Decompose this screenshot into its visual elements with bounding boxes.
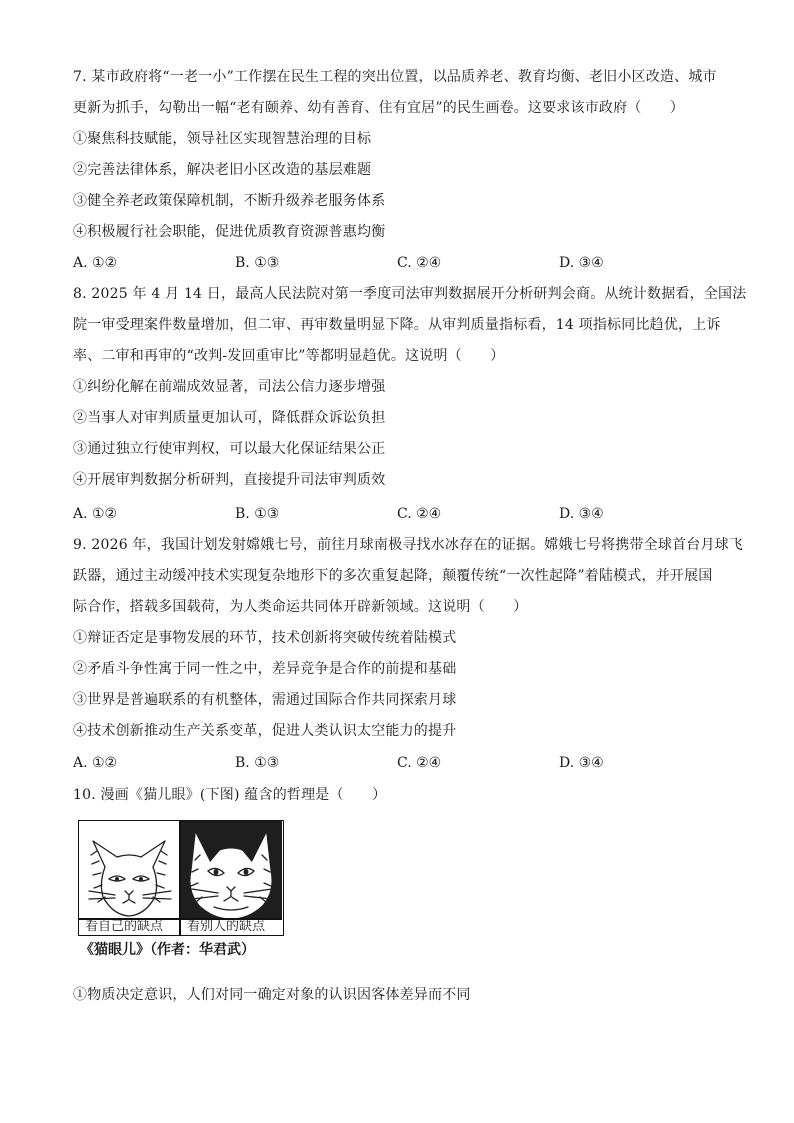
cat-eye-cartoon xyxy=(78,820,284,936)
q7-item-2: ②完善法律体系，解决老旧小区改造的基层难题 xyxy=(73,162,372,178)
q9-stem-line3: 际合作，搭载多国载荷，为人类命运共同体开辟新领域。这说明（ ） xyxy=(73,599,528,615)
q9-stem-line2: 跃器，通过主动缓冲技术实现复杂地形下的多次重复起降，颠覆传统“一次性起降”着陆模式，并开展国 xyxy=(73,568,713,584)
cartoon-title: 《猫眼儿》（作者：华君武） xyxy=(80,942,255,958)
q7-stem-line2: 更新为抓手，勾勒出一幅“老有颐养、幼有善育、住有宜居”的民生画卷。这要求该市政府（ ） xyxy=(73,100,685,116)
q8-option-a[interactable]: A. ①② xyxy=(73,506,118,522)
q9-item-1: ①辩证否定是事物发展的环节，技术创新将突破传统着陆模式 xyxy=(73,630,457,646)
q9-options xyxy=(73,753,733,773)
q9-option-a[interactable]: A. ①② xyxy=(73,755,118,771)
q7-options xyxy=(73,253,733,273)
q7-item-1: ①聚焦科技赋能，领导社区实现智慧治理的目标 xyxy=(73,131,372,147)
q9-option-d[interactable]: D. ③④ xyxy=(559,755,604,771)
q8-item-4: ④开展审判数据分析研判，直接提升司法审判质效 xyxy=(73,472,386,488)
white-cat-icon xyxy=(79,821,180,919)
q7-option-c[interactable]: C. ②④ xyxy=(397,255,442,271)
black-cat-icon xyxy=(180,821,282,919)
q8-item-2: ②当事人对审判质量更加认可，降低群众诉讼负担 xyxy=(73,410,386,426)
q8-item-3: ③通过独立行使审判权，可以最大化保证结果公正 xyxy=(73,441,386,457)
q9-item-2: ②矛盾斗争性寓于同一性之中，差异竞争是合作的前提和基础 xyxy=(73,661,457,677)
q9-item-3: ③世界是普遍联系的有机整体，需通过国际合作共同探索月球 xyxy=(73,692,457,708)
q8-stem-line2: 院一审受理案件数量增加，但二审、再审数量明显下降。从审判质量指标看，14 项指标同比趋优，上诉 xyxy=(73,317,721,333)
right-caption: 看别人的缺点 xyxy=(187,919,266,934)
q8-options xyxy=(73,504,733,524)
q7-option-d[interactable]: D. ③④ xyxy=(559,255,604,271)
cartoon-panel-right xyxy=(180,821,282,919)
q8-option-b[interactable]: B. ①③ xyxy=(235,506,280,522)
left-caption: 看自己的缺点 xyxy=(85,919,164,934)
q10-item-1: ①物质决定意识，人们对同一确定对象的认识因客体差异而不同 xyxy=(73,987,471,1003)
q7-item-4: ④积极履行社会职能，促进优质教育资源普惠均衡 xyxy=(73,224,386,240)
q9-stem-line1: 9. 2026 年，我国计划发射嫦娥七号，前往月球南极寻找水冰存在的证据。嫦娥七号将携带全球首台月球飞 xyxy=(73,537,744,553)
q10-stem: 10. 漫画《猫儿眼》(下图) 蕴含的哲理是（ ） xyxy=(73,787,387,803)
q7-option-a[interactable]: A. ①② xyxy=(73,255,118,271)
q7-option-b[interactable]: B. ①③ xyxy=(235,255,280,271)
q8-item-1: ①纠纷化解在前端成效显著，司法公信力逐步增强 xyxy=(73,379,386,395)
q8-stem-line1: 8. 2025 年 4 月 14 日，最高人民法院对第一季度司法审判数据展开分析研判会商。从统计数据看，全国法 xyxy=(73,286,747,302)
q8-option-c[interactable]: C. ②④ xyxy=(397,506,442,522)
q8-stem-line3: 率、二审和再审的“改判-发回重审比”等都明显趋优。这说明（ ） xyxy=(73,348,505,364)
q9-option-c[interactable]: C. ②④ xyxy=(397,755,442,771)
q7-stem-line1: 7. 某市政府将“一老一小”工作摆在民生工程的突出位置，以品质养老、教育均衡、老旧小区改造、城市 xyxy=(73,69,717,85)
cartoon-panel-left xyxy=(79,821,180,919)
q8-option-d[interactable]: D. ③④ xyxy=(559,506,604,522)
q9-item-4: ④技术创新推动生产关系变革，促进人类认识太空能力的提升 xyxy=(73,723,457,739)
q9-option-b[interactable]: B. ①③ xyxy=(235,755,280,771)
q7-item-3: ③健全养老政策保障机制，不断升级养老服务体系 xyxy=(73,193,386,209)
